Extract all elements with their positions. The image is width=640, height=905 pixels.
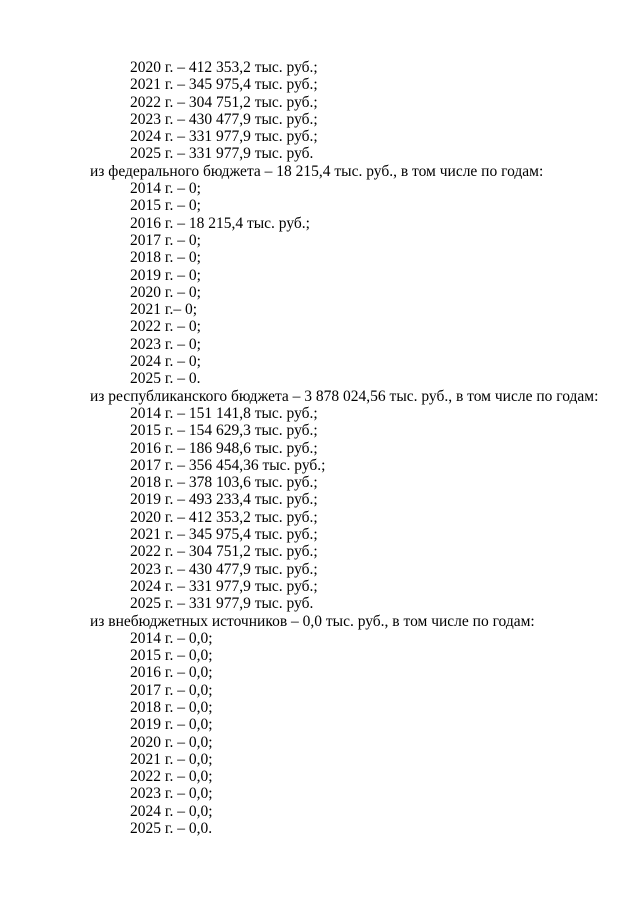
year-line: 2018 г. – 378 103,6 тыс. руб.; <box>130 474 318 492</box>
section-continued-years <box>0 59 640 163</box>
year-line: 2023 г. – 430 477,9 тыс. руб.; <box>130 110 318 128</box>
year-line: 2023 г. – 430 477,9 тыс. руб.; <box>130 560 318 578</box>
year-line: 2024 г. – 331 977,9 тыс. руб.; <box>130 128 318 146</box>
republican-budget-heading: из республиканского бюджета – 3 878 024,56 тыс. руб., в том числе по годам: <box>90 387 599 405</box>
section-federal-budget <box>0 163 640 388</box>
year-line: 2023 г. – 0,0; <box>130 785 213 803</box>
year-line: 2017 г. – 0; <box>130 231 201 249</box>
year-line: 2024 г. – 0,0; <box>130 802 213 820</box>
year-line: 2018 г. – 0; <box>130 249 201 267</box>
year-line: 2024 г. – 331 977,9 тыс. руб.; <box>130 577 318 595</box>
year-line: 2022 г. – 0; <box>130 318 201 336</box>
section-extrabudgetary-sources <box>0 613 640 838</box>
federal-budget-heading: из федерального бюджета – 18 215,4 тыс. руб., в том числе по годам: <box>90 162 544 180</box>
year-line: 2014 г. – 0; <box>130 180 201 198</box>
year-line: 2020 г. – 0,0; <box>130 733 213 751</box>
year-line: 2025 г. – 0. <box>130 370 201 388</box>
year-line: 2019 г. – 0; <box>130 266 201 284</box>
year-line: 2017 г. – 356 454,36 тыс. руб.; <box>130 456 326 474</box>
year-line: 2015 г. – 0; <box>130 197 201 215</box>
year-line: 2025 г. – 331 977,9 тыс. руб. <box>130 145 314 163</box>
year-line: 2022 г. – 304 751,2 тыс. руб.; <box>130 93 318 111</box>
year-line: 2021 г. – 0,0; <box>130 750 213 768</box>
year-line: 2014 г. – 151 141,8 тыс. руб.; <box>130 404 318 422</box>
year-line: 2016 г. – 0,0; <box>130 664 213 682</box>
extrabudgetary-heading: из внебюджетных источников – 0,0 тыс. руб., в том числе по годам: <box>90 612 535 630</box>
year-line: 2019 г. – 493 233,4 тыс. руб.; <box>130 491 318 509</box>
year-line: 2022 г. – 304 751,2 тыс. руб.; <box>130 543 318 561</box>
section-republican-budget <box>0 388 640 613</box>
document-page <box>0 59 640 837</box>
year-line: 2025 г. – 331 977,9 тыс. руб. <box>130 595 314 613</box>
year-line: 2022 г. – 0,0; <box>130 768 213 786</box>
year-line: 2021 г. – 345 975,4 тыс. руб.; <box>130 526 318 544</box>
year-line: 2024 г. – 0; <box>130 353 201 371</box>
year-line: 2021 г.– 0; <box>130 301 198 319</box>
year-line: 2018 г. – 0,0; <box>130 698 213 716</box>
year-line: 2015 г. – 154 629,3 тыс. руб.; <box>130 422 318 440</box>
year-line: 2023 г. – 0; <box>130 335 201 353</box>
year-line: 2020 г. – 412 353,2 тыс. руб.; <box>130 508 318 526</box>
year-line: 2025 г. – 0,0. <box>130 820 213 838</box>
year-line: 2020 г. – 0; <box>130 283 201 301</box>
year-line: 2016 г. – 186 948,6 тыс. руб.; <box>130 439 318 457</box>
year-line: 2019 г. – 0,0; <box>130 716 213 734</box>
year-line: 2014 г. – 0,0; <box>130 629 213 647</box>
year-line: 2017 г. – 0,0; <box>130 681 213 699</box>
year-line: 2020 г. – 412 353,2 тыс. руб.; <box>130 59 318 76</box>
year-line: 2016 г. – 18 215,4 тыс. руб.; <box>130 214 310 232</box>
year-line: 2015 г. – 0,0; <box>130 647 213 665</box>
year-line: 2021 г. – 345 975,4 тыс. руб.; <box>130 76 318 94</box>
